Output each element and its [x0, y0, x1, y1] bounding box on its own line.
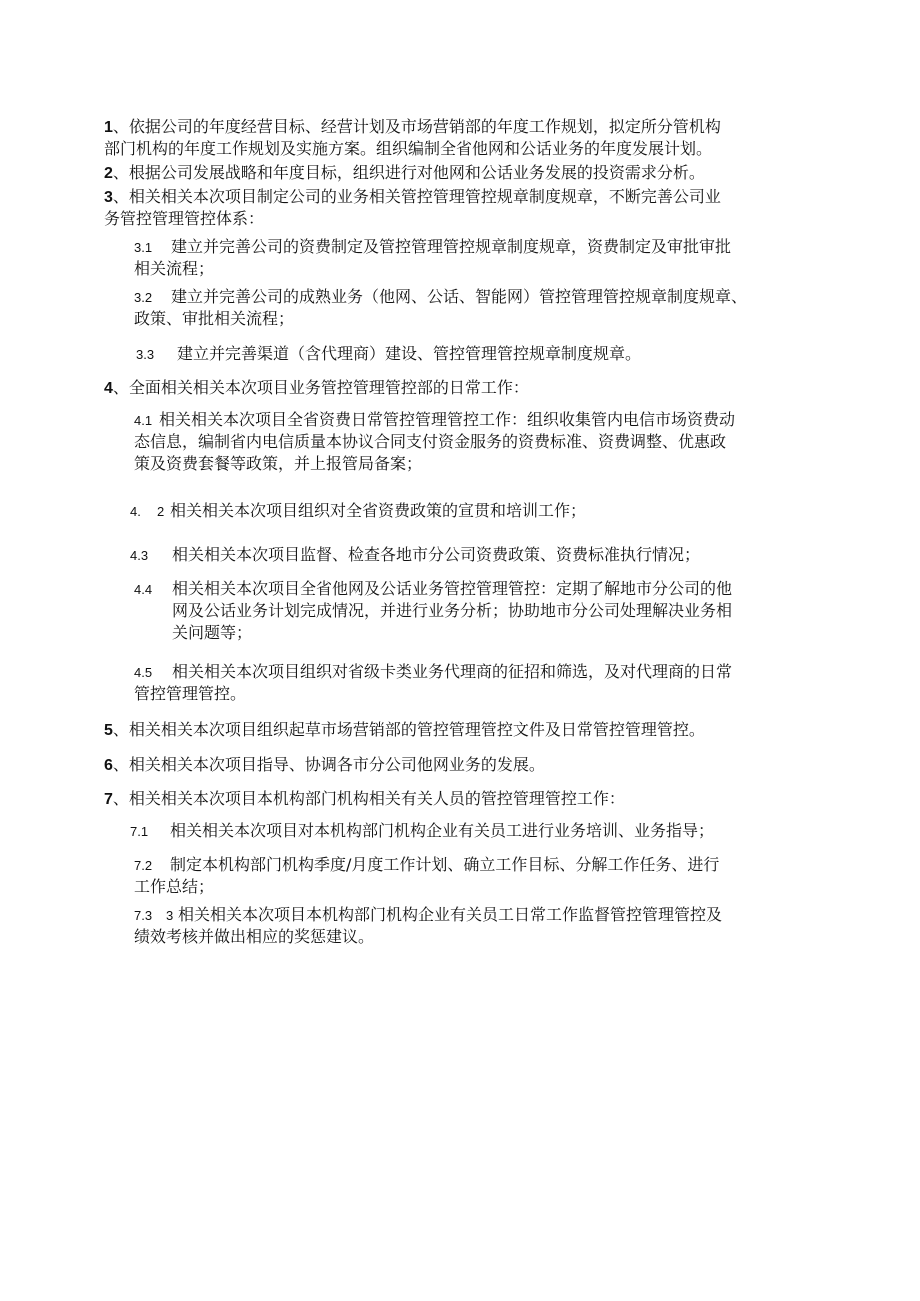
subitem-4-3 — [130, 544, 700, 566]
subitem-text: 工作总结； — [134, 877, 215, 896]
subitem-3-3 — [136, 343, 641, 365]
item-text: 、相关相关本次项目制定公司的业务相关管控管理管控规章制度规章，不断完善公司业 — [112, 187, 721, 206]
subitem-text: 相关相关本次项目全省资费日常管控管理管控工作：组织收集管内电信市场资费动 — [159, 410, 736, 429]
item-text: 、全面相关相关本次项目业务管控管理管控部的日常工作： — [112, 378, 529, 397]
subitem-4-2 — [130, 500, 586, 522]
subitem-4-1 — [134, 409, 735, 475]
subitem-number: 7.2 — [134, 858, 153, 873]
subitem-number: 3.1 — [134, 240, 153, 255]
subitem-text: 关问题等； — [172, 623, 253, 642]
item-2 — [104, 162, 705, 184]
subitem-3-1 — [134, 236, 731, 280]
subitem-text: 建立并完善公司的成熟业务（他网、公话、智能网）管控管理管控规章制度规章、 — [171, 287, 748, 306]
subitem-number: 3.2 — [134, 290, 153, 305]
item-number: 7 — [104, 791, 113, 808]
item-6 — [104, 754, 545, 776]
subitem-7-1 — [130, 820, 714, 842]
subitem-7-2 — [134, 854, 719, 898]
subitem-text: 相关相关本次项目组织对全省资费政策的宣贯和培训工作； — [170, 501, 587, 520]
subitem-number: 4. — [130, 504, 141, 519]
subitem-text: 相关相关本次项目本机构部门机构企业有关员工日常工作监督管控管理管控及 — [178, 905, 723, 924]
subitem-4-4 — [134, 578, 732, 644]
subitem-text: 管控管理管控。 — [134, 684, 247, 703]
subitem-text: 制定本机构部门机构季度/月度工作计划、确立工作目标、分解工作任务、进行 — [170, 855, 720, 874]
subitem-text: 态信息，编制省内电信质量本协议合同支付资金服务的资费标准、资费调整、优惠政 — [134, 432, 727, 451]
item-3 — [104, 186, 721, 230]
subitem-text: 网及公话业务计划完成情况，并进行业务分析；协助地市分公司处理解决业务相 — [172, 601, 733, 620]
subitem-text: 相关流程； — [134, 259, 215, 278]
item-text: 、相关相关本次项目指导、协调各市分公司他网业务的发展。 — [112, 755, 545, 774]
item-text: 、相关相关本次项目组织起草市场营销部的管控管理管控文件及日常管控管理管控。 — [112, 720, 705, 739]
item-text: 、根据公司发展战略和年度目标，组织进行对他网和公话业务发展的投资需求分析。 — [112, 163, 705, 182]
subitem-number: 4.1 — [134, 413, 153, 428]
item-text: 部门机构的年度工作规划及实施方案。组织编制全省他网和公话业务的年度发展计划。 — [104, 139, 713, 158]
item-5 — [104, 719, 705, 741]
item-7 — [104, 788, 625, 810]
subitem-text: 政策、审批相关流程； — [134, 309, 295, 328]
item-text: 、依据公司的年度经营目标、经营计划及市场营销部的年度工作规划，拟定所分管机构 — [112, 117, 721, 136]
subitem-7-3 — [134, 904, 722, 948]
item-number: 5 — [104, 722, 113, 739]
item-number: 1 — [104, 119, 113, 136]
item-1 — [104, 116, 721, 160]
subitem-text: 建立并完善公司的资费制定及管控管理管控规章制度规章，资费制定及审批审批 — [171, 237, 732, 256]
item-text: 务管控管理管控体系： — [104, 209, 265, 228]
subitem-number-part: 2 — [157, 504, 165, 519]
item-text: 、相关相关本次项目本机构部门机构相关有关人员的管控管理管控工作： — [112, 789, 625, 808]
subitem-text: 相关相关本次项目全省他网及公话业务管控管理管控：定期了解地市分公司的他 — [172, 579, 733, 598]
subitem-text: 策及资费套餐等政策，并上报管局备案； — [134, 454, 423, 473]
subitem-number: 3.3 — [136, 347, 155, 362]
subitem-text: 相关相关本次项目监督、检查各地市分公司资费政策、资费标准执行情况； — [172, 545, 701, 564]
item-number: 3 — [104, 189, 113, 206]
subitem-text: 相关相关本次项目组织对省级卡类业务代理商的征招和筛选，及对代理商的日常 — [172, 662, 733, 681]
item-number: 6 — [104, 757, 113, 774]
subitem-number: 4.5 — [134, 665, 153, 680]
subitem-number: 7.3 — [134, 908, 153, 923]
subitem-number-part: 3 — [166, 908, 174, 923]
subitem-number: 4.3 — [130, 548, 149, 563]
item-number: 4 — [104, 380, 113, 397]
subitem-text: 相关相关本次项目对本机构部门机构企业有关员工进行业务培训、业务指导； — [170, 821, 715, 840]
subitem-text: 建立并完善渠道（含代理商）建设、管控管理管控规章制度规章。 — [177, 344, 642, 363]
item-4 — [104, 377, 529, 399]
subitem-4-5 — [134, 661, 732, 705]
subitem-number: 4.4 — [134, 582, 153, 597]
subitem-text: 绩效考核并做出相应的奖惩建议。 — [134, 927, 375, 946]
subitem-number: 7.1 — [130, 824, 149, 839]
item-number: 2 — [104, 165, 113, 182]
subitem-3-2 — [134, 286, 747, 330]
